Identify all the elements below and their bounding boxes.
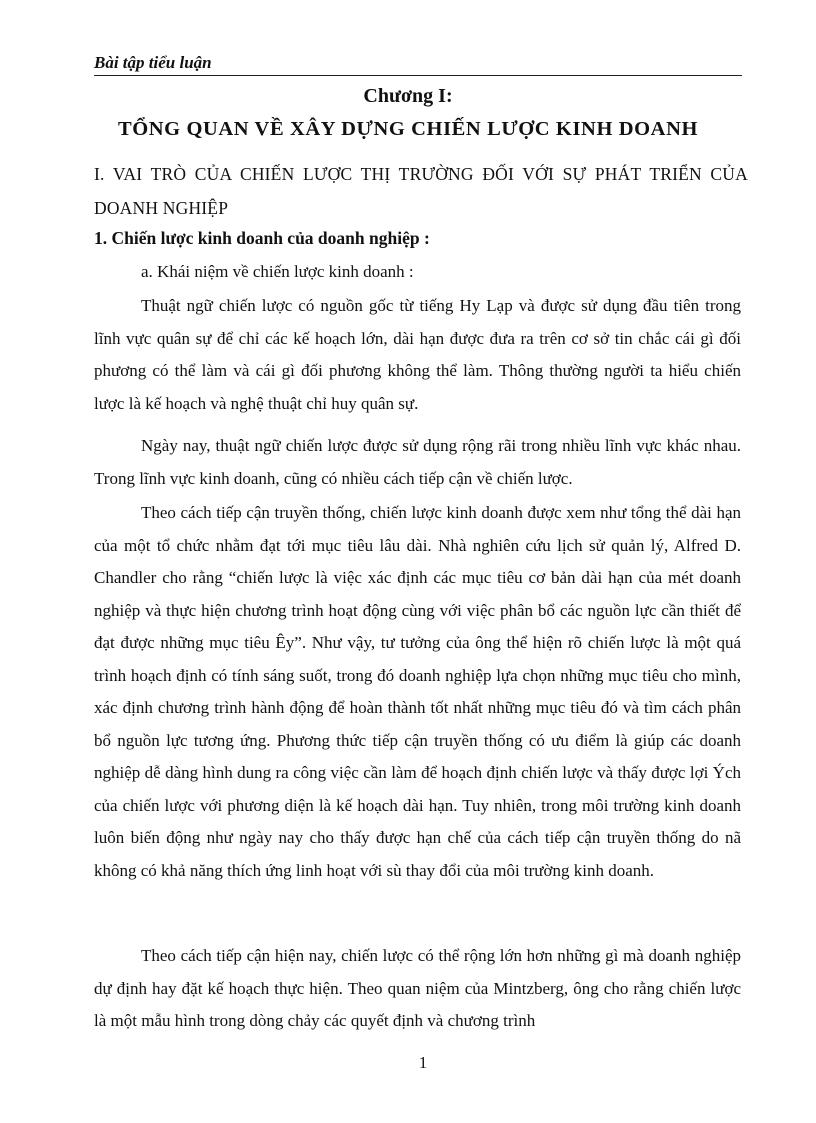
chapter-title: TỔNG QUAN VỀ XÂY DỰNG CHIẾN LƯỢC KINH DOANH [117, 118, 699, 140]
header-rule [94, 75, 742, 76]
body-paragraph: Theo cách tiếp cận truyền thống, chiến lược kinh doanh được xem như tổng thể dài hạn của một tổ chức nhằm đạt tới mục tiêu lâu dài. Nhà nghiên cứu lịch sử quản lý, Alfred D. Chandler cho rằng “chiến lược là việc xác định các mục tiêu cơ bản dài hạn của mét doanh nghiệp và thực hiện chương trình hoạt động cùng với việc phân bổ các nguồn lực cần thiết để đạt được những mục tiêu Êy”. Như vậy, tư tưởng của ông thể hiện rõ chiến lược là một quá trình hoạch định có tính sáng suốt, trong đó doanh nghiệp lựa chọn những mục tiêu cho mình, xác định chương trình hành động để hoàn thành tốt nhất những mục tiêu đó và tìm cách phân bổ nguồn lực tương ứng. Phương thức tiếp cận truyền thống có ưu điểm là giúp các doanh nghiệp dễ dàng hình dung ra công việc cần làm để hoạch định chiến lược và thấy được lợi Ých của chiến lược với phương diện là kế hoạch dài hạn. Tuy nhiên, trong môi trường kinh doanh luôn biến động như ngày nay cho thấy được hạn chế của cách tiếp cận truyền thống do nã không có khả năng thích ứng linh hoạt với sù thay đổi của môi trường kinh doanh. [94, 503, 741, 880]
section-heading: I. VAI TRÒ CỦA CHIẾN LƯỢC THỊ TRƯỜNG ĐỐI VỚI SỰ PHÁT TRIỂN CỦA DOANH NGHIỆP [94, 164, 748, 218]
chapter-label: Chương I: [363, 85, 453, 107]
page-number: 1 [418, 1053, 428, 1072]
body-paragraph: Theo cách tiếp cận hiện nay, chiến lược có thể rộng lớn hơn những gì mà doanh nghiệp dự định hay đặt kế hoạch thực hiện. Theo quan niệm của Mintzberg, ông cho rằng chiến lược là một mẫu hình trong dòng chảy các quyết định và chương trình [94, 946, 741, 1030]
body-paragraph: Ngày nay, thuật ngữ chiến lược được sử dụng rộng rãi trong nhiều lĩnh vực khác nhau. Trong lĩnh vực kinh doanh, cũng có nhiều cách tiếp cận về chiến lược. [94, 436, 741, 488]
body-paragraph: Thuật ngữ chiến lược có nguồn gốc từ tiếng Hy Lạp và được sử dụng đầu tiên trong lĩnh vực quân sự để chỉ các kế hoạch lớn, dài hạn được đưa ra trên cơ sở tin chắc cái gì đối phương có thể làm và cái gì đối phương không thể làm. Thông thường người ta hiểu chiến lược là kế hoạch và nghệ thuật chỉ huy quân sự. [94, 296, 741, 413]
running-header: Bài tập tiểu luận [94, 53, 212, 72]
subsection-heading: 1. Chiến lược kinh doanh của doanh nghiệp : [94, 228, 430, 248]
subsection-item-a: a. Khái niệm về chiến lược kinh doanh : [141, 262, 414, 281]
